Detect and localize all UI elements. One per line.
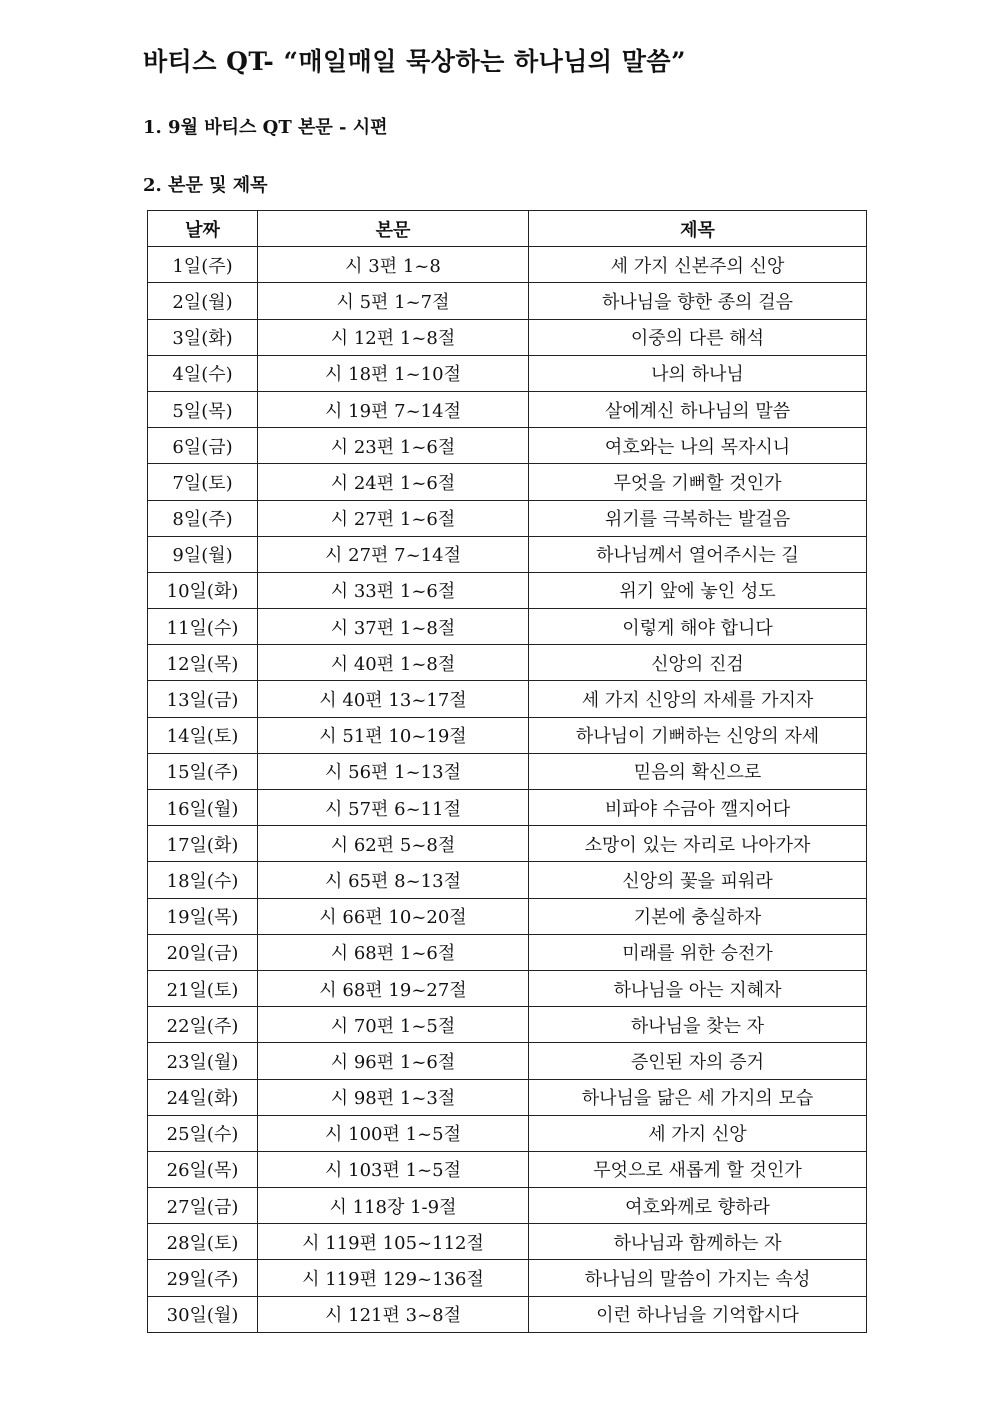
table-row bbox=[148, 464, 867, 500]
cell-date: 25일(수) bbox=[148, 1115, 258, 1151]
cell-text: 시 103편 1~5절 bbox=[258, 1151, 529, 1187]
cell-date: 26일(목) bbox=[148, 1151, 258, 1187]
cell-date: 13일(금) bbox=[148, 681, 258, 717]
cell-text: 시 37편 1~8절 bbox=[258, 609, 529, 645]
cell-date: 3일(화) bbox=[148, 319, 258, 355]
cell-text: 시 98편 1~3절 bbox=[258, 1079, 529, 1115]
cell-text: 시 56편 1~13절 bbox=[258, 753, 529, 789]
table-row bbox=[148, 391, 867, 427]
cell-text: 시 57편 6~11절 bbox=[258, 790, 529, 826]
cell-title: 여호와께로 향하라 bbox=[529, 1188, 867, 1224]
cell-title: 살에계신 하나님의 말씀 bbox=[529, 391, 867, 427]
cell-title: 비파야 수금아 깰지어다 bbox=[529, 790, 867, 826]
cell-title: 위기 앞에 놓인 성도 bbox=[529, 572, 867, 608]
cell-text: 시 33편 1~6절 bbox=[258, 572, 529, 608]
cell-text: 시 27편 1~6절 bbox=[258, 500, 529, 536]
cell-title: 증인된 자의 증거 bbox=[529, 1043, 867, 1079]
cell-title: 이중의 다른 해석 bbox=[529, 319, 867, 355]
cell-date: 29일(주) bbox=[148, 1260, 258, 1296]
cell-text: 시 5편 1~7절 bbox=[258, 283, 529, 319]
cell-date: 7일(토) bbox=[148, 464, 258, 500]
cell-title: 하나님의 말씀이 가지는 속성 bbox=[529, 1260, 867, 1296]
cell-date: 24일(화) bbox=[148, 1079, 258, 1115]
cell-title: 이런 하나님을 기억합시다 bbox=[529, 1296, 867, 1332]
cell-title: 하나님과 함께하는 자 bbox=[529, 1224, 867, 1260]
table-row bbox=[148, 536, 867, 572]
table-row bbox=[148, 1188, 867, 1224]
section-heading-2: 2. 본문 및 제목 bbox=[143, 175, 268, 196]
cell-text: 시 3편 1~8 bbox=[258, 247, 529, 283]
cell-text: 시 40편 13~17절 bbox=[258, 681, 529, 717]
cell-title: 세 가지 신앙 bbox=[529, 1115, 867, 1151]
cell-text: 시 66편 10~20절 bbox=[258, 898, 529, 934]
section-heading-1: 1. 9월 바티스 QT 본문 - 시편 bbox=[143, 117, 388, 138]
table-body bbox=[148, 247, 867, 1333]
table-row bbox=[148, 572, 867, 608]
table-row bbox=[148, 1151, 867, 1187]
table-row bbox=[148, 934, 867, 970]
cell-title: 하나님을 닮은 세 가지의 모습 bbox=[529, 1079, 867, 1115]
table-row bbox=[148, 247, 867, 283]
schedule-table bbox=[147, 210, 867, 1333]
cell-text: 시 19편 7~14절 bbox=[258, 391, 529, 427]
cell-text: 시 27편 7~14절 bbox=[258, 536, 529, 572]
cell-date: 22일(주) bbox=[148, 1007, 258, 1043]
table-row bbox=[148, 645, 867, 681]
cell-text: 시 96편 1~6절 bbox=[258, 1043, 529, 1079]
table-row bbox=[148, 681, 867, 717]
cell-date: 1일(주) bbox=[148, 247, 258, 283]
cell-text: 시 65편 8~13절 bbox=[258, 862, 529, 898]
table-row bbox=[148, 1296, 867, 1332]
cell-date: 30일(월) bbox=[148, 1296, 258, 1332]
cell-date: 15일(주) bbox=[148, 753, 258, 789]
table-row bbox=[148, 826, 867, 862]
cell-text: 시 121편 3~8절 bbox=[258, 1296, 529, 1332]
cell-text: 시 118장 1-9절 bbox=[258, 1188, 529, 1224]
cell-text: 시 119편 129~136절 bbox=[258, 1260, 529, 1296]
table-row bbox=[148, 790, 867, 826]
cell-title: 무엇으로 새롭게 할 것인가 bbox=[529, 1151, 867, 1187]
table-header-row bbox=[148, 211, 867, 247]
cell-title: 소망이 있는 자리로 나아가자 bbox=[529, 826, 867, 862]
cell-date: 19일(목) bbox=[148, 898, 258, 934]
cell-title: 믿음의 확신으로 bbox=[529, 753, 867, 789]
table-row bbox=[148, 1115, 867, 1151]
cell-text: 시 68편 19~27절 bbox=[258, 970, 529, 1006]
table-row bbox=[148, 1224, 867, 1260]
cell-text: 시 12편 1~8절 bbox=[258, 319, 529, 355]
cell-text: 시 119편 105~112절 bbox=[258, 1224, 529, 1260]
cell-date: 23일(월) bbox=[148, 1043, 258, 1079]
cell-title: 무엇을 기뻐할 것인가 bbox=[529, 464, 867, 500]
table-row bbox=[148, 283, 867, 319]
cell-date: 9일(월) bbox=[148, 536, 258, 572]
cell-title: 하나님께서 열어주시는 길 bbox=[529, 536, 867, 572]
cell-text: 시 68편 1~6절 bbox=[258, 934, 529, 970]
table-row bbox=[148, 970, 867, 1006]
cell-text: 시 100편 1~5절 bbox=[258, 1115, 529, 1151]
cell-title: 기본에 충실하자 bbox=[529, 898, 867, 934]
cell-date: 28일(토) bbox=[148, 1224, 258, 1260]
table-row bbox=[148, 753, 867, 789]
table-row bbox=[148, 898, 867, 934]
cell-title: 이렇게 해야 합니다 bbox=[529, 609, 867, 645]
cell-title: 하나님을 아는 지혜자 bbox=[529, 970, 867, 1006]
table-row bbox=[148, 862, 867, 898]
cell-text: 시 51편 10~19절 bbox=[258, 717, 529, 753]
cell-date: 8일(주) bbox=[148, 500, 258, 536]
header-title: 제목 bbox=[529, 211, 867, 247]
cell-title: 여호와는 나의 목자시니 bbox=[529, 428, 867, 464]
cell-text: 시 23편 1~6절 bbox=[258, 428, 529, 464]
cell-date: 21일(토) bbox=[148, 970, 258, 1006]
cell-title: 세 가지 신본주의 신앙 bbox=[529, 247, 867, 283]
table-row bbox=[148, 500, 867, 536]
cell-date: 14일(토) bbox=[148, 717, 258, 753]
cell-date: 17일(화) bbox=[148, 826, 258, 862]
cell-date: 10일(화) bbox=[148, 572, 258, 608]
table-row bbox=[148, 319, 867, 355]
table-row bbox=[148, 1043, 867, 1079]
header-date: 날짜 bbox=[148, 211, 258, 247]
cell-date: 18일(수) bbox=[148, 862, 258, 898]
cell-date: 16일(월) bbox=[148, 790, 258, 826]
cell-text: 시 18편 1~10절 bbox=[258, 355, 529, 391]
table-row bbox=[148, 1260, 867, 1296]
cell-title: 하나님을 향한 종의 걸음 bbox=[529, 283, 867, 319]
cell-text: 시 70편 1~5절 bbox=[258, 1007, 529, 1043]
cell-date: 27일(금) bbox=[148, 1188, 258, 1224]
cell-title: 하나님이 기뻐하는 신앙의 자세 bbox=[529, 717, 867, 753]
table-row bbox=[148, 717, 867, 753]
cell-date: 4일(수) bbox=[148, 355, 258, 391]
table-row bbox=[148, 355, 867, 391]
cell-date: 11일(수) bbox=[148, 609, 258, 645]
table-row bbox=[148, 1079, 867, 1115]
cell-date: 20일(금) bbox=[148, 934, 258, 970]
cell-title: 나의 하나님 bbox=[529, 355, 867, 391]
cell-text: 시 62편 5~8절 bbox=[258, 826, 529, 862]
cell-date: 2일(월) bbox=[148, 283, 258, 319]
cell-title: 신앙의 꽃을 피워라 bbox=[529, 862, 867, 898]
cell-title: 미래를 위한 승전가 bbox=[529, 934, 867, 970]
cell-text: 시 40편 1~8절 bbox=[258, 645, 529, 681]
cell-date: 6일(금) bbox=[148, 428, 258, 464]
cell-title: 하나님을 찾는 자 bbox=[529, 1007, 867, 1043]
cell-title: 세 가지 신앙의 자세를 가지자 bbox=[529, 681, 867, 717]
cell-date: 5일(목) bbox=[148, 391, 258, 427]
cell-text: 시 24편 1~6절 bbox=[258, 464, 529, 500]
page-title: 바티스 QT- “매일매일 묵상하는 하나님의 말씀” bbox=[143, 47, 686, 76]
header-text: 본문 bbox=[258, 211, 529, 247]
table-row bbox=[148, 1007, 867, 1043]
cell-title: 신앙의 진검 bbox=[529, 645, 867, 681]
table-row bbox=[148, 609, 867, 645]
cell-date: 12일(목) bbox=[148, 645, 258, 681]
table-row bbox=[148, 428, 867, 464]
cell-title: 위기를 극복하는 발걸음 bbox=[529, 500, 867, 536]
